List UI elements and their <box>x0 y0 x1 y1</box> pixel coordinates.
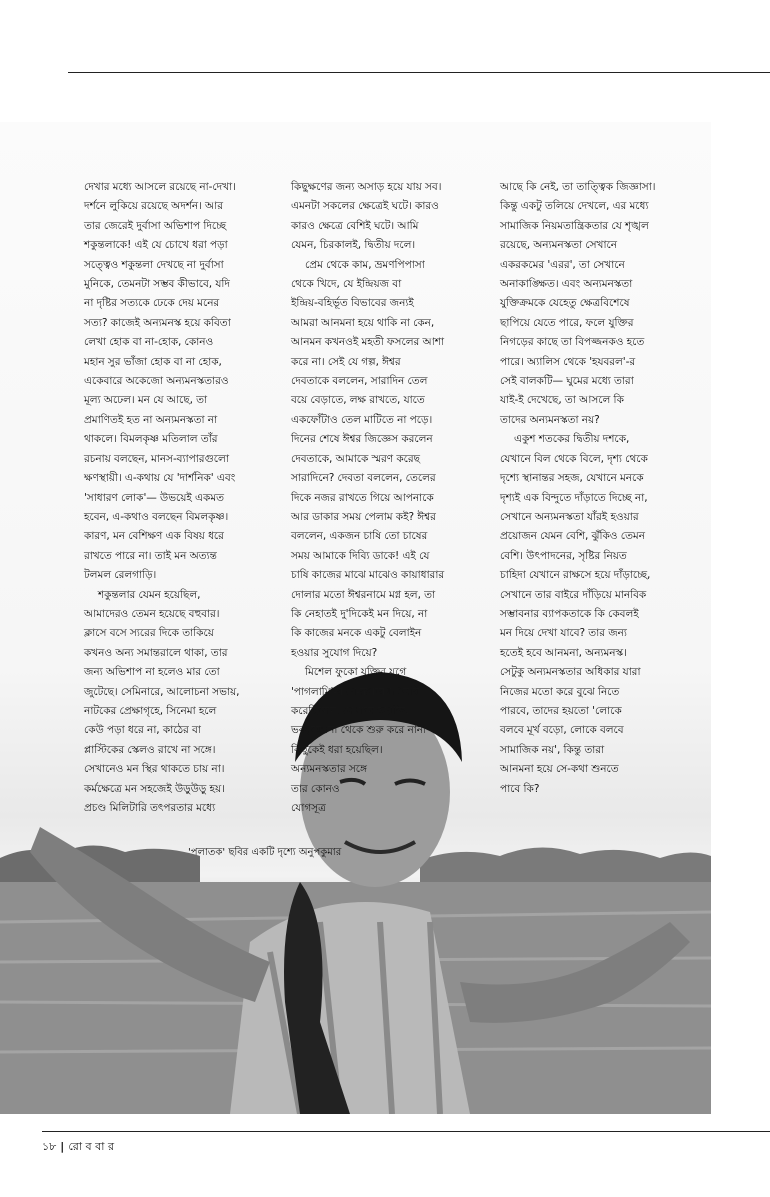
text-line: সামাজিক নয়', কিন্তু তারা <box>500 743 605 756</box>
text-line: যেখানে বিল থেকে বিলে, দৃশ্য থেকে <box>500 452 648 465</box>
text-line: একেবারে অকেজো অন্যমনস্কতারও <box>84 375 229 388</box>
text-line: কর্মক্ষেত্রে মন সহজেই উড়ুউড়ু হয়। <box>84 782 225 795</box>
text-line: ইন্দ্রিয়-বহির্ভূত বিভাবের জন্যই <box>291 297 414 310</box>
text-line: তাদের অন্যমনস্কতা নয়? <box>500 413 600 426</box>
text-column-1 <box>84 178 284 818</box>
text-line: তার কোনও <box>291 782 340 795</box>
tree-line-right <box>420 847 711 882</box>
text-line: আর ডাকার সময় পেলাম কই? ঈশ্বর <box>291 510 436 523</box>
page-footer <box>42 1138 114 1157</box>
text-line: একফোঁটাও তেল মাটিতে না পড়ে। <box>291 413 433 426</box>
text-line: দৃশ্যে স্থানান্তর সহজ, যেখানে মনকে <box>500 472 644 485</box>
text-line: কেউ পড়া ধরে না, কাঠের বা <box>84 724 201 737</box>
text-line: সেখানেও মন স্থির থাকতে চায় না। <box>84 763 225 776</box>
text-line: এমনটা সকলের ক্ষেত্রেই ঘটে। কারও <box>291 200 439 213</box>
text-line: দর্শনে লুকিয়ে রয়েছে অদর্শন। আর <box>84 200 224 213</box>
text-line: অন্যমনস্কতার সঙ্গে <box>291 763 367 776</box>
text-line: দেবতাকে বললেন, সারাদিন তেল <box>291 375 428 388</box>
text-line: দোলার মতো ঈশ্বরনামে মগ্ন হল, তা <box>291 588 436 601</box>
text-line: নাটকের প্রেক্ষাগৃহে, সিনেমা হলে <box>84 704 217 717</box>
text-line: অনাকাঙ্ক্ষিত। এবং অন্যমনস্কতা <box>500 278 633 291</box>
text-line: না দৃষ্টির সত্যকে ঢেকে দেয় মনের <box>84 297 220 310</box>
text-line: 'সাধারণ লোক'— উভয়েই একমত <box>84 491 224 504</box>
text-line: দৃশ্যই এক বিন্দুতে দাঁড়াতে দিচ্ছে না, <box>500 491 648 504</box>
text-line: কিছুকেই ধরা হয়েছিল। <box>291 743 383 756</box>
text-line: সেখানে অন্যমনস্কতা যাঁরই হওয়ার <box>500 510 639 523</box>
text-line: মুনিকে, তেমনটা সম্ভব কীভাবে, যদি <box>84 278 230 291</box>
text-line: দিনের শেষে ঈশ্বর জিজ্ঞেস করলেন <box>291 433 433 446</box>
text-line: হওয়ার সুযোগ দিয়ে? <box>291 646 378 659</box>
text-line: করেছিলেন, সেখানে অযুক্তি, <box>291 704 409 717</box>
text-line: মূল্য অঢেল। মন যে আছে, তা <box>84 394 208 407</box>
text-line: প্রমাণিতই হত না অন্যমনস্কতা না <box>84 413 218 426</box>
text-line: বললেন, একজন চাষি তো চাষের <box>291 530 428 543</box>
text-line: প্রয়োজন যেমন বেশি, ঝুঁকিও তেমন <box>500 530 645 543</box>
text-line: চাহিদা যেখানে রাক্ষসে হয়ে দাঁড়াচ্ছে, <box>500 569 651 582</box>
text-line: মহান সুর ভাঁজা হোক বা না হোক, <box>84 355 222 368</box>
text-line: রাখতে পারে না। তাই মন অত্যন্ত <box>84 549 217 562</box>
text-line: রচনায় বলছেন, মানস-ব্যাপারগুলো <box>84 452 229 465</box>
text-line: জন্য অভিশাপ না হলেও মার তো <box>84 666 220 679</box>
text-line: কখনও অন্য সমান্তরালে থাকা, তার <box>84 646 228 659</box>
text-line: কিছুক্ষণের জন্য অসাড় হয়ে যায় সব। <box>291 181 442 193</box>
text-line: ভবঘুরেপনা থেকে শুরু করে নানা <box>291 724 427 737</box>
text-line: পারে। অ্যালিস থেকে 'হযবরল'-র <box>500 355 636 368</box>
text-line: সম্ভাবনার ব্যাপকতাকে কি কেবলই <box>500 607 639 620</box>
text-line: 'পাগলামি'-র যে-রূপরেখা তৈরি <box>291 685 419 698</box>
text-line: যুক্তিক্রমকে যেহেতু ক্ষেত্রবিশেষে <box>500 297 630 310</box>
text-line: একুশ শতকের দ্বিতীয় দশকে, <box>514 433 630 446</box>
text-line: পাবে কি? <box>500 782 540 795</box>
text-line: কারও ক্ষেত্রে বেশিই ঘটে। আমি <box>291 219 419 232</box>
text-line: সেখানে তার বাইরে দাঁড়িয়ে মানবিক <box>500 588 647 601</box>
text-line: রয়েছে, অন্যমনস্কতা সেখানে <box>500 239 617 252</box>
text-line: ক্লাসে বসে স্যরের দিকে তাকিয়ে <box>84 627 214 640</box>
text-line: পারবে, তাদের হয়তো 'লোকে <box>500 704 622 717</box>
text-line: দেবতাকে, আমাকে স্মরণ করেছ <box>291 452 420 465</box>
text-line: একরকমের 'এরর', তা সেখানে <box>500 258 625 271</box>
text-line: দেখার মধ্যে আসলে রয়েছে না-দেখা। <box>84 181 236 193</box>
footer-separator: | <box>60 1140 65 1153</box>
text-line: হবেন, এ-কথাও বলছেন বিমলকৃষ্ণ। <box>84 510 229 523</box>
text-line: মন দিয়ে দেখা যাবে? তার জন্য <box>500 627 627 640</box>
text-line: সারাদিনে? দেবতা বললেন, তেলের <box>291 472 436 485</box>
text-line: চাষি কাজের মাঝে মাঝেও কায়াধারার <box>291 569 445 582</box>
text-line: জুটেছে। সেমিনারে, আলোচনা সভায়, <box>84 685 240 698</box>
top-rule <box>68 72 770 73</box>
text-line: কি নেহাতই দু'দিকেই মন দিয়ে, না <box>291 607 428 620</box>
text-line: সেই বালকটি— ঘুমের মধ্যে তারা <box>500 375 634 388</box>
text-line: থেকে খিদে, যে ইন্দ্রিয়জ বা <box>291 278 402 291</box>
text-line: দিকে নজর রাখতে গিয়ে আপনাকে <box>291 491 434 504</box>
text-line: শকুন্তলাকে! এই যে চোখে ধরা পড়া <box>84 239 228 252</box>
text-line: প্লাস্টিকের স্কেলও রাখে না সঙ্গে। <box>84 743 216 756</box>
text-line: আছে কি নেই, তা তাত্ত্বিক জিজ্ঞাসা। <box>500 181 656 193</box>
text-line: করে না। সেই যে গল্প, ঈশ্বর <box>291 355 401 368</box>
text-line: প্রেম থেকে কাম, ভ্রমণপিপাসা <box>305 258 425 271</box>
photo-caption: 'পলাতক' ছবির একটি দৃশ্যে অনুপকুমার <box>188 847 342 858</box>
text-line: ক্ষণস্থায়ী। এ-কথায় যে 'দার্শনিক' এবং <box>84 472 236 485</box>
text-line: বেশি। উৎপাদনের, সৃষ্টির নিয়ত <box>500 549 627 562</box>
text-line: কি কাজের মনকে একটু বেলাইন <box>291 627 422 640</box>
text-line: সত্য? কাজেই অন্যমনস্ক হয়ে কবিতা <box>84 316 231 329</box>
text-line: তার জেরেই দুর্বাসা অভিশাপ দিচ্ছে <box>84 219 227 232</box>
text-column-2 <box>291 178 491 818</box>
text-line: কিন্তু একটু তলিয়ে দেখলে, এর মধ্যে <box>500 200 649 213</box>
text-line: মিশেল ফুকো যুক্তির যুগে <box>305 666 407 679</box>
text-line: আনমনা হয়ে সে-কথা শুনতে <box>500 763 619 776</box>
text-column-3 <box>500 178 700 799</box>
text-line: সত্ত্বেও শকুন্তলা দেখছে না দুর্বাসা <box>84 258 224 271</box>
text-line: বয়ে বেড়াতে, লক্ষ রাখতে, যাতে <box>291 394 425 407</box>
text-line: সামাজিক নিয়মতান্ত্রিকতার যে শৃঙ্খল <box>500 219 649 232</box>
text-line: যাই-ই দেখেছে, তা আসলে কি <box>500 394 624 407</box>
text-line: ছাপিয়ে যেতে পারে, ফলে যুক্তির <box>500 316 634 329</box>
page-number: ১৮ <box>42 1140 57 1153</box>
text-line: যেমন, চিরকালই, দ্বিতীয় দলে। <box>291 239 416 252</box>
text-line: শকুন্তলার যেমন হয়েছিল, <box>98 588 201 601</box>
text-line: প্রচণ্ড মিলিটারি তৎপরতার মধ্যে <box>84 802 216 814</box>
text-line: সেটুকু অন্যমনস্কতার অধিকার যারা <box>500 666 641 679</box>
text-line: কারণ, মন বেশিক্ষণ এক বিষয় ধরে <box>84 530 224 543</box>
bottom-rule <box>42 1131 770 1132</box>
text-line: নিগড়ের কাছে তা বিপজ্জনকও হতে <box>500 336 645 349</box>
text-line: আমাদেরও তেমন হয়েছে বহুবার। <box>84 607 220 620</box>
text-line: লেখা হোক বা না-হোক, কোনও <box>84 336 214 349</box>
text-line: আনমন কখনওই মহতী ফসলের আশা <box>291 336 444 349</box>
text-line: থাকলে। বিমলকৃষ্ণ মতিলাল তাঁর <box>84 433 218 446</box>
text-line: আমরা আনমনা হয়ে থাকি না কেন, <box>291 316 435 329</box>
text-line: বলবে মূর্খ বড়ো, লোকে বলবে <box>500 724 624 737</box>
text-line: নিজের মতো করে বুঝে নিতে <box>500 685 620 698</box>
text-line: সময় আমাকে দিব্যি ডাকে! এই যে <box>291 549 430 562</box>
text-line: যোগসূত্র <box>291 802 326 814</box>
magazine-name: রো ব বা র <box>68 1140 114 1153</box>
text-line: হতেই হবে আনমনা, অন্যমনস্ক। <box>500 646 627 659</box>
text-line: টলমল রেলগাড়ি। <box>84 569 157 582</box>
